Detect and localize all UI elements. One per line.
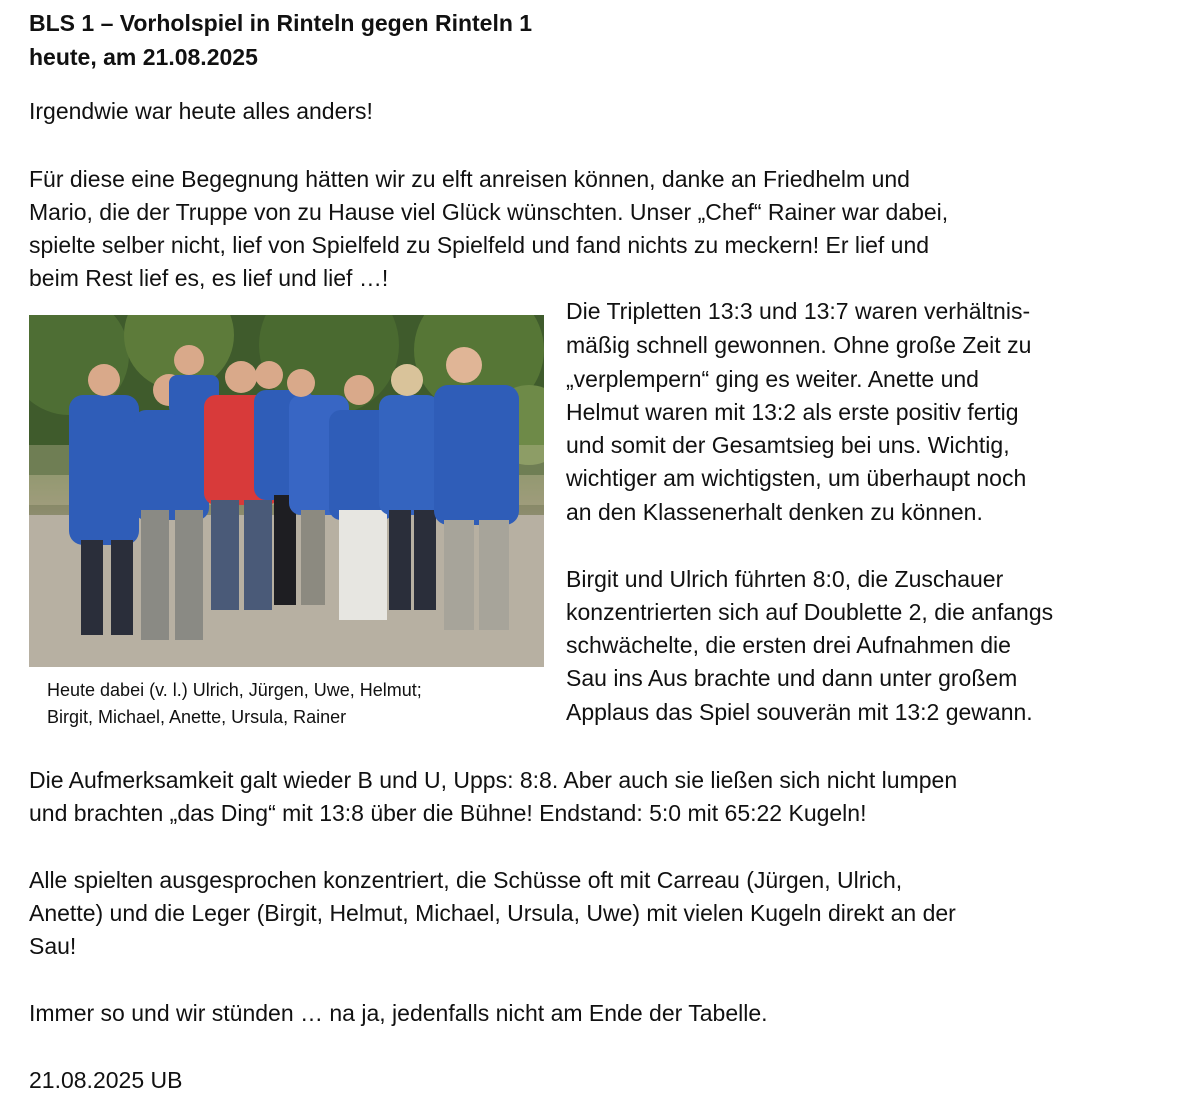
para3-line: Alle spielten ausgesprochen konzentriert, die Schüsse oft mit Carreau (Jürgen, Ulrich, bbox=[29, 867, 903, 893]
para1-line: beim Rest lief es, es lief und lief …! bbox=[29, 265, 389, 291]
right-col1-line: wichtiger am wichtigsten, um überhaupt noch bbox=[566, 465, 1027, 491]
para3-line: Anette) und die Leger (Birgit, Helmut, Michael, Ursula, Uwe) mit vielen Kugeln direkt an der bbox=[29, 900, 956, 926]
para4-line: Immer so und wir stünden … na ja, jedenfalls nicht am Ende der Tabelle. bbox=[29, 1000, 768, 1026]
right-col1-line: und somit der Gesamtsieg bei uns. Wichtig, bbox=[566, 432, 1010, 458]
intro-line: Irgendwie war heute alles anders! bbox=[29, 98, 373, 124]
para1-line: spielte selber nicht, lief von Spielfeld zu Spielfeld und fand nichts zu meckern! Er lief und bbox=[29, 232, 930, 258]
photo-caption-line: Heute dabei (v. l.) Ulrich, Jürgen, Uwe, Helmut; bbox=[47, 680, 422, 700]
right-col2-line: schwächelte, die ersten drei Aufnahmen die bbox=[566, 632, 1011, 658]
signature: 21.08.2025 UB bbox=[29, 1067, 183, 1093]
right-col2-line: Sau ins Aus brachte und dann unter großem bbox=[566, 665, 1018, 691]
para1-line: Für diese eine Begegnung hätten wir zu elft anreisen können, danke an Friedhelm und bbox=[29, 166, 910, 192]
article-title: BLS 1 – Vorholspiel in Rinteln gegen Rinteln 1 bbox=[29, 10, 533, 36]
right-col1-line: an den Klassenerhalt denken zu können. bbox=[566, 499, 983, 525]
para1-line: Mario, die der Truppe von zu Hause viel Glück wünschten. Unser „Chef“ Rainer war dabei, bbox=[29, 199, 949, 225]
right-col2-line: konzentrierten sich auf Doublette 2, die anfangs bbox=[566, 599, 1054, 625]
right-col1-line: Helmut waren mit 13:2 als erste positiv fertig bbox=[566, 399, 1019, 425]
team-photo bbox=[29, 315, 544, 667]
right-col1-line: mäßig schnell gewonnen. Ohne große Zeit zu bbox=[566, 332, 1032, 358]
team-photo-illustration bbox=[29, 315, 544, 667]
para2-line: und brachten „das Ding“ mit 13:8 über die Bühne! Endstand: 5:0 mit 65:22 Kugeln! bbox=[29, 800, 867, 826]
photo-caption-line: Birgit, Michael, Anette, Ursula, Rainer bbox=[47, 707, 347, 727]
right-col1-line: „verplempern“ ging es weiter. Anette und bbox=[566, 366, 979, 392]
article-date-line: heute, am 21.08.2025 bbox=[29, 44, 258, 70]
right-col2-line: Applaus das Spiel souverän mit 13:2 gewann. bbox=[566, 699, 1033, 725]
right-col2-line: Birgit und Ulrich führten 8:0, die Zuschauer bbox=[566, 566, 1004, 592]
para3-line: Sau! bbox=[29, 933, 77, 959]
right-col1-line: Die Tripletten 13:3 und 13:7 waren verhältnis- bbox=[566, 298, 1031, 324]
para2-line: Die Aufmerksamkeit galt wieder B und U, Upps: 8:8. Aber auch sie ließen sich nicht lumpen bbox=[29, 767, 958, 793]
